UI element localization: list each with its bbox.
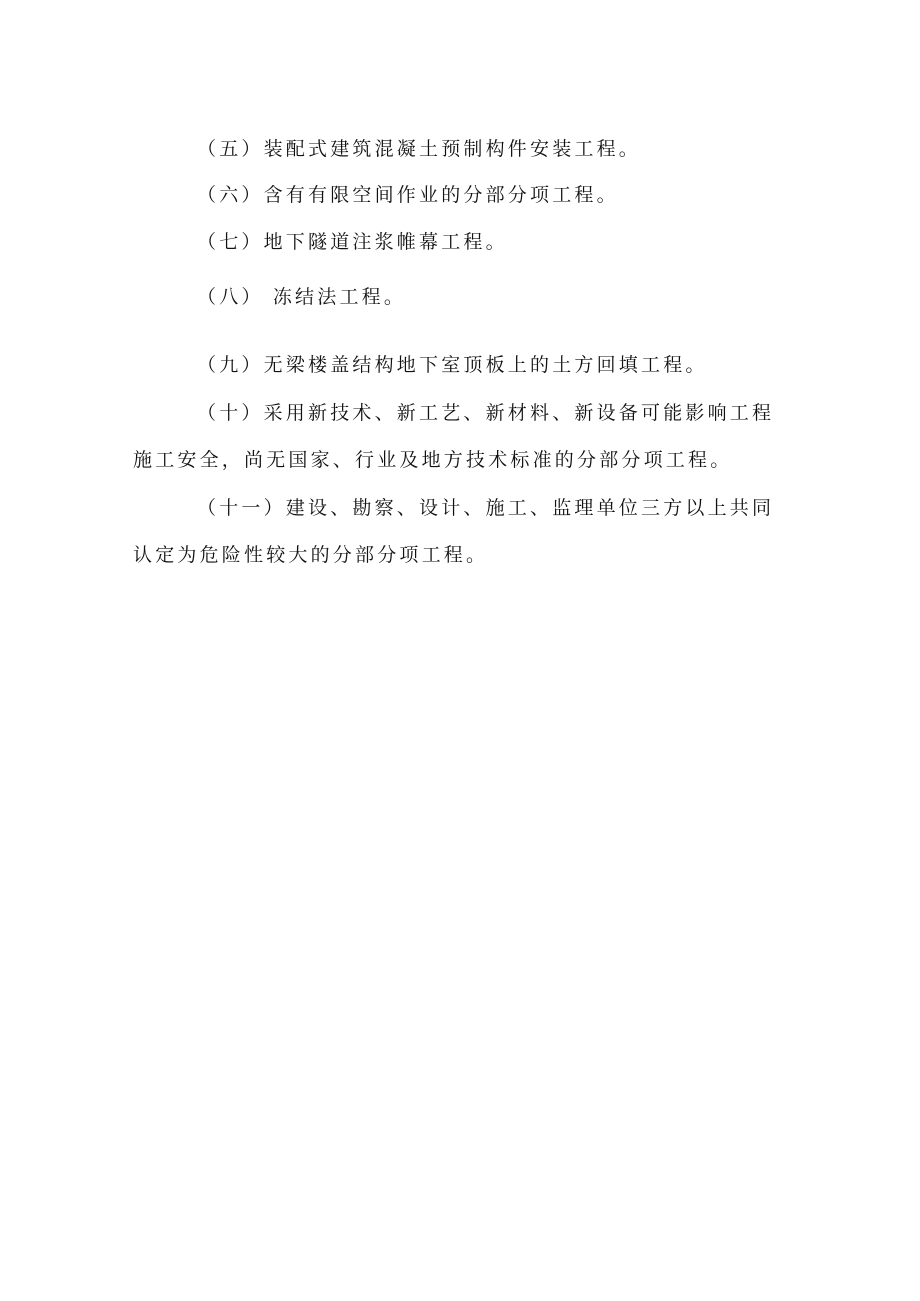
list-item-8: （八） 冻结法工程。 — [197, 286, 407, 308]
list-item-10: （十）采用新技术、新工艺、新材料、新设备可能影响工程施工安全，尚无国家、行业及地方技术标准的分部分项工程。 — [133, 402, 775, 471]
list-item-9: （九）无梁楼盖结构地下室顶板上的土方回填工程。 — [197, 354, 708, 376]
list-item-6: （六）含有有限空间作业的分部分项工程。 — [197, 184, 619, 206]
list-item-7: （七）地下隧道注浆帷幕工程。 — [197, 231, 508, 253]
list-item-11: （十一）建设、勘察、设计、施工、监理单位三方以上共同认定为危险性较大的分部分项工程。 — [133, 497, 775, 566]
list-item-5: （五）装配式建筑混凝土预制构件安装工程。 — [197, 138, 642, 160]
